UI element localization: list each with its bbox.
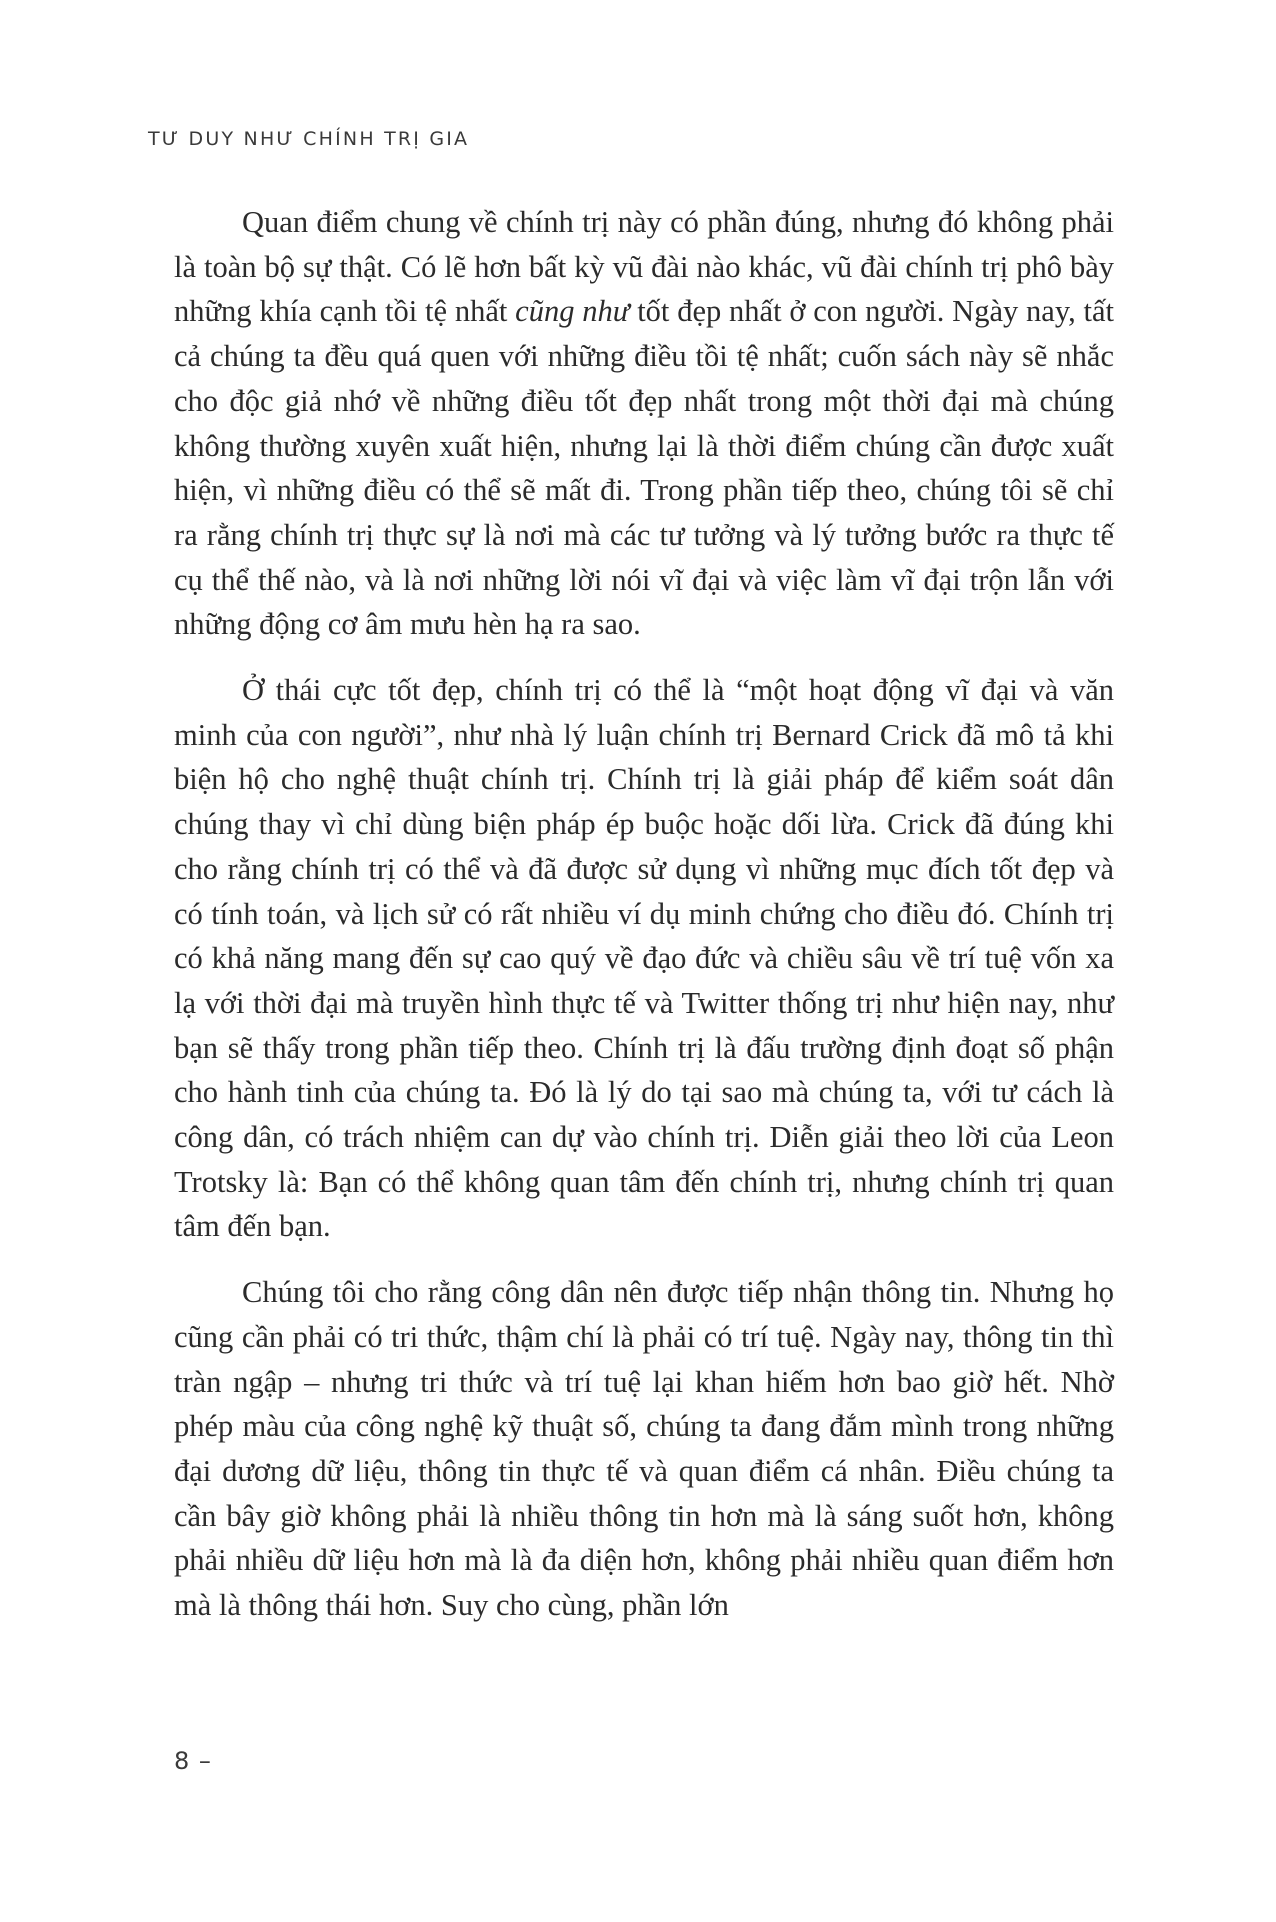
paragraph-1 (174, 200, 1114, 647)
body-text (174, 200, 1114, 1628)
running-header: TƯ DUY NHƯ CHÍNH TRỊ GIA (148, 128, 470, 150)
page-number: 8 – (174, 1747, 212, 1775)
paragraph-3: Chúng tôi cho rằng công dân nên được tiếp nhận thông tin. Nhưng họ cũng cần phải có tri thức, thậm chí là phải có trí tuệ. Ngày nay, thông tin thì tràn ngập – nhưng tri thức và trí tuệ lại khan hiếm hơn bao giờ hết. Nhờ phép màu của công nghệ kỹ thuật số, chúng ta đang đắm mình trong những đại dương dữ liệu, thông tin thực tế và quan điểm cá nhân. Điều chúng ta cần bây giờ không phải là nhiều thông tin hơn mà là sáng suốt hơn, không phải nhiều dữ liệu hơn mà là đa diện hơn, không phải nhiều quan điểm hơn mà là thông thái hơn. Suy cho cùng, phần lớn (174, 1275, 1114, 1623)
paragraph-1-italic: cũng như (515, 294, 630, 329)
paragraph-1-text-a: Quan điểm chung về chính trị này có phần đúng, nhưng đó không phải là toàn bộ sự thật. Có lẽ hơn bất kỳ vũ đài nào khác, vũ đài chính trị phô bày những khía cạnh tồi tệ nhất (174, 205, 1114, 329)
paragraph-2: Ở thái cực tốt đẹp, chính trị có thể là “một hoạt động vĩ đại và văn minh của con người”, như nhà lý luận chính trị Bernard Crick đã mô tả khi biện hộ cho nghệ thuật chính trị. Chính trị là giải pháp để kiểm soát dân chúng thay vì chỉ dùng biện pháp ép buộc hoặc dối lừa. Crick đã đúng khi cho rằng chính trị có thể và đã được sử dụng vì những mục đích tốt đẹp và có tính toán, và lịch sử có rất nhiều ví dụ minh chứng cho điều đó. Chính trị có khả năng mang đến sự cao quý về đạo đức và chiều sâu về trí tuệ vốn xa lạ với thời đại mà truyền hình thực tế và Twitter thống trị như hiện nay, như bạn sẽ thấy trong phần tiếp theo. Chính trị là đấu trường định đoạt số phận cho hành tinh của chúng ta. Đó là lý do tại sao mà chúng ta, với tư cách là công dân, có trách nhiệm can dự vào chính trị. Diễn giải theo lời của Leon Trotsky là: Bạn có thể không quan tâm đến chính trị, nhưng chính trị quan tâm đến bạn. (174, 673, 1114, 1244)
paragraph-1-text-b: tốt đẹp nhất ở con người. Ngày nay, tất cả chúng ta đều quá quen với những điều tồi tệ nhất; cuốn sách này sẽ nhắc cho độc giả nhớ về những điều tốt đẹp nhất trong một thời đại mà chúng không thường xuyên xuất hiện, nhưng lại là thời điểm chúng cần được xuất hiện, vì những điều có thể sẽ mất đi. Trong phần tiếp theo, chúng tôi sẽ chỉ ra rằng chính trị thực sự là nơi mà các tư tưởng và lý tưởng bước ra thực tế cụ thể thế nào, và là nơi những lời nói vĩ đại và việc làm vĩ đại trộn lẫn với những động cơ âm mưu hèn hạ ra sao. (174, 294, 1114, 642)
